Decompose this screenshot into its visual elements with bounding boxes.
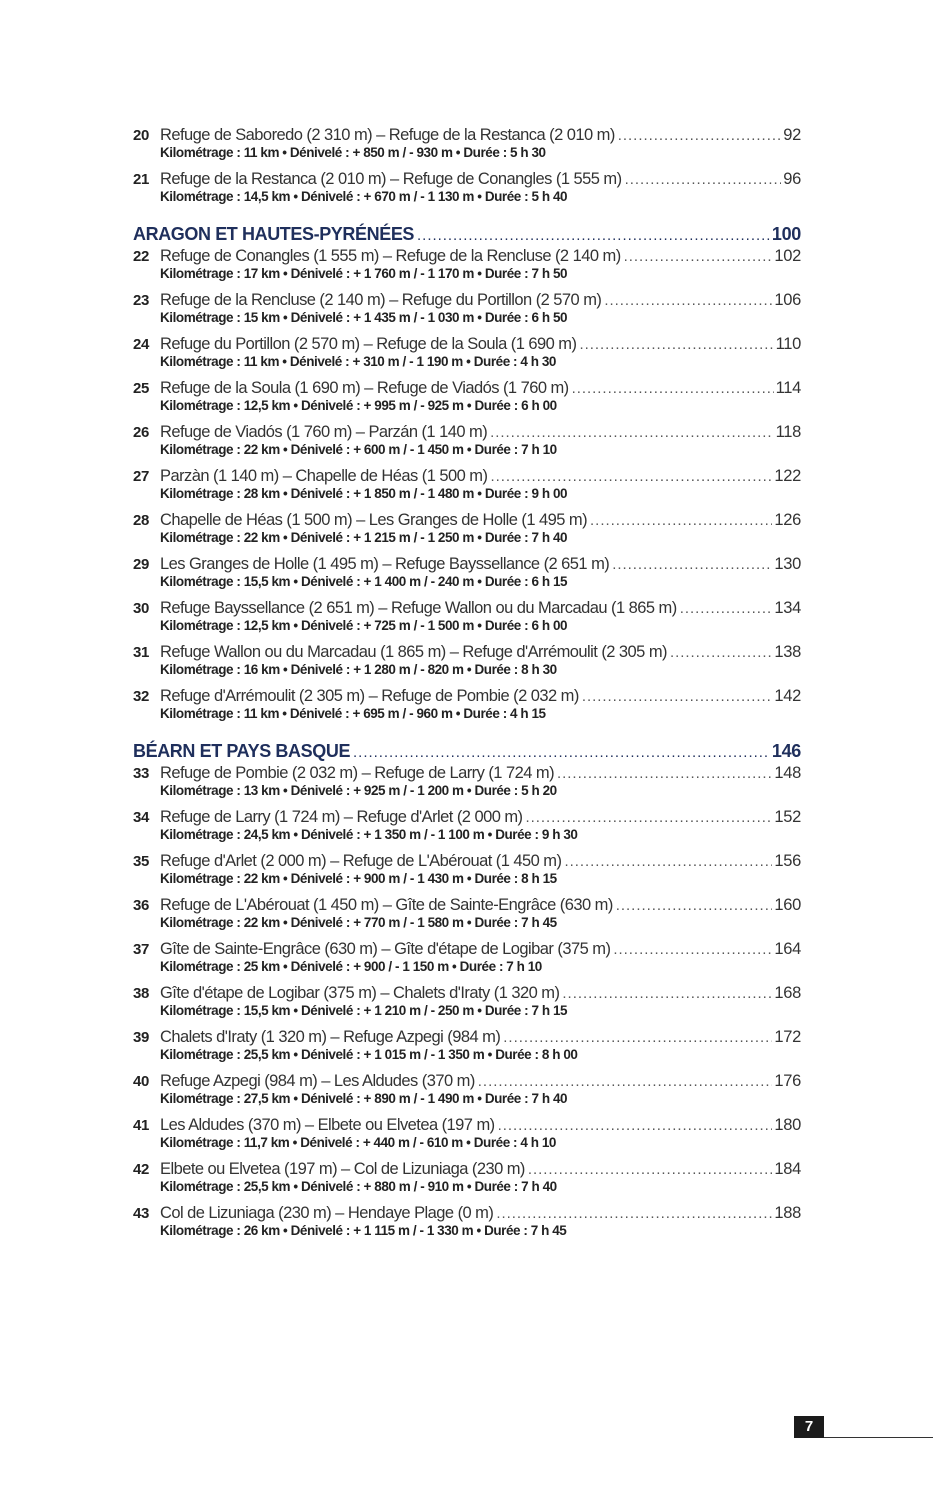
toc-entry-line [133, 1028, 801, 1047]
stage-number: 35 [133, 853, 150, 870]
toc-entry-line [133, 379, 801, 398]
stage-number: 38 [133, 985, 150, 1002]
section-page-number: 100 [771, 224, 801, 244]
stage-details: Kilométrage : 26 km • Dénivelé : + 1 115 m / - 1 330 m • Durée : 7 h 45 [160, 1223, 567, 1238]
stage-number: 24 [133, 336, 150, 353]
toc-group-top [133, 126, 801, 204]
stage-details: Kilométrage : 24,5 km • Dénivelé : + 1 350 m / - 1 100 m • Durée : 9 h 30 [160, 827, 578, 842]
stage-details: Kilométrage : 28 km • Dénivelé : + 1 850 m / - 1 480 m • Durée : 9 h 00 [160, 486, 568, 501]
stage-title: Refuge de Saboredo (2 310 m) – Refuge de la Restanca (2 010 m) [160, 126, 615, 144]
stage-number: 25 [133, 380, 150, 397]
toc-entry-line [133, 423, 801, 442]
stage-number: 33 [133, 765, 150, 782]
stage-title: Les Granges de Holle (1 495 m) – Refuge Bayssellance (2 651 m) [160, 555, 610, 573]
toc-entry[interactable] [133, 1028, 801, 1062]
stage-number: 29 [133, 556, 150, 573]
stage-number: 34 [133, 809, 150, 826]
stage-page-number: 188 [774, 1204, 801, 1222]
toc-entry-line [133, 1116, 801, 1135]
toc-entry-line [133, 247, 801, 266]
stage-title: Refuge de Conangles (1 555 m) – Refuge de la Rencluse (2 140 m) [160, 247, 621, 265]
leader-dots [490, 468, 772, 485]
stage-number: 36 [133, 897, 150, 914]
toc-entry-line [133, 687, 801, 706]
stage-page-number: 152 [774, 808, 801, 826]
stage-details: Kilométrage : 15,5 km • Dénivelé : + 1 400 m / - 240 m • Durée : 6 h 15 [160, 574, 568, 589]
stage-page-number: 148 [774, 764, 801, 782]
stage-details: Kilométrage : 16 km • Dénivelé : + 1 280 m / - 820 m • Durée : 8 h 30 [160, 662, 557, 677]
stage-page-number: 122 [774, 467, 801, 485]
toc-entry[interactable] [133, 940, 801, 974]
leader-dots [528, 1161, 772, 1178]
stage-details: Kilométrage : 11 km • Dénivelé : + 310 m / - 1 190 m • Durée : 4 h 30 [160, 354, 556, 369]
toc-entry-line [133, 764, 801, 783]
table-of-contents [133, 126, 801, 1238]
leader-dots [498, 1117, 773, 1134]
leader-dots [579, 336, 773, 353]
stage-number: 37 [133, 941, 150, 958]
stage-title: Refuge de la Soula (1 690 m) – Refuge de Viadós (1 760 m) [160, 379, 569, 397]
stage-page-number: 114 [775, 379, 801, 397]
stage-details: Kilométrage : 11 km • Dénivelé : + 695 m / - 960 m • Durée : 4 h 15 [160, 706, 546, 721]
stage-details: Kilométrage : 22 km • Dénivelé : + 600 m / - 1 450 m • Durée : 7 h 10 [160, 442, 557, 457]
stage-title: Refuge du Portillon (2 570 m) – Refuge de la Soula (1 690 m) [160, 335, 577, 353]
toc-entry-line [133, 511, 801, 530]
leader-dots [417, 227, 770, 244]
stage-number: 39 [133, 1029, 150, 1046]
toc-entry[interactable] [133, 1116, 801, 1150]
stage-details: Kilométrage : 11,7 km • Dénivelé : + 440 m / - 610 m • Durée : 4 h 10 [160, 1135, 556, 1150]
toc-entry[interactable] [133, 170, 801, 204]
stage-page-number: 126 [774, 511, 801, 529]
toc-entry-line [133, 852, 801, 871]
toc-entry-line [133, 599, 801, 618]
toc-entry[interactable] [133, 984, 801, 1018]
leader-dots [572, 380, 774, 397]
stage-title: Refuge de la Restanca (2 010 m) – Refuge de Conangles (1 555 m) [160, 170, 622, 188]
section-heading-aragon[interactable] [133, 224, 801, 245]
stage-page-number: 130 [774, 555, 801, 573]
stage-title: Parzàn (1 140 m) – Chapelle de Héas (1 500 m) [160, 467, 488, 485]
stage-number: 26 [133, 424, 150, 441]
stage-number: 20 [133, 127, 150, 144]
stage-details: Kilométrage : 11 km • Dénivelé : + 850 m / - 930 m • Durée : 5 h 30 [160, 145, 546, 160]
stage-page-number: 92 [783, 126, 801, 144]
toc-entry[interactable] [133, 1160, 801, 1194]
stage-number: 21 [133, 171, 150, 188]
toc-entry-line [133, 808, 801, 827]
toc-entry[interactable] [133, 852, 801, 886]
toc-entry-line [133, 291, 801, 310]
stage-page-number: 118 [775, 423, 801, 441]
toc-entry[interactable] [133, 467, 801, 501]
stage-details: Kilométrage : 14,5 km • Dénivelé : + 670 m / - 1 130 m • Durée : 5 h 40 [160, 189, 568, 204]
stage-details: Kilométrage : 17 km • Dénivelé : + 1 760 m / - 1 170 m • Durée : 7 h 50 [160, 266, 568, 281]
toc-entry-line [133, 126, 801, 145]
toc-entry[interactable] [133, 423, 801, 457]
toc-entry-line [133, 467, 801, 486]
stage-title: Refuge de L'Abérouat (1 450 m) – Gîte de Sainte-Engrâce (630 m) [160, 896, 613, 914]
stage-details: Kilométrage : 25 km • Dénivelé : + 900 / - 1 150 m • Durée : 7 h 10 [160, 959, 542, 974]
toc-entry-line [133, 643, 801, 662]
toc-entry-line [133, 335, 801, 354]
stage-page-number: 102 [774, 247, 801, 265]
stage-details: Kilométrage : 15,5 km • Dénivelé : + 1 210 m / - 250 m • Durée : 7 h 15 [160, 1003, 568, 1018]
stage-page-number: 106 [774, 291, 801, 309]
leader-dots [680, 600, 773, 617]
toc-entry-line [133, 1072, 801, 1091]
stage-details: Kilométrage : 12,5 km • Dénivelé : + 725 m / - 1 500 m • Durée : 6 h 00 [160, 618, 568, 633]
toc-entry[interactable] [133, 511, 801, 545]
leader-dots [490, 424, 773, 441]
toc-entry[interactable] [133, 896, 801, 930]
leader-dots [353, 744, 770, 761]
leader-dots [625, 171, 782, 188]
stage-title: Refuge de Pombie (2 032 m) – Refuge de Larry (1 724 m) [160, 764, 555, 782]
stage-title: Les Aldudes (370 m) – Elbete ou Elvetea (197 m) [160, 1116, 495, 1134]
stage-page-number: 138 [774, 643, 801, 661]
stage-page-number: 180 [774, 1116, 801, 1134]
toc-entry[interactable] [133, 291, 801, 325]
stage-page-number: 184 [774, 1160, 801, 1178]
stage-number: 30 [133, 600, 150, 617]
toc-entry[interactable] [133, 247, 801, 281]
toc-entry[interactable] [133, 808, 801, 842]
stage-page-number: 164 [774, 940, 801, 958]
section-heading-bearn[interactable] [133, 741, 801, 762]
leader-dots [590, 512, 772, 529]
leader-dots [478, 1073, 773, 1090]
stage-details: Kilométrage : 25,5 km • Dénivelé : + 880 m / - 910 m • Durée : 7 h 40 [160, 1179, 557, 1194]
footer-rule [824, 1437, 933, 1438]
toc-group-bearn [133, 764, 801, 1238]
toc-entry[interactable] [133, 379, 801, 413]
leader-dots [616, 897, 773, 914]
leader-dots [496, 1205, 772, 1222]
stage-page-number: 172 [774, 1028, 801, 1046]
stage-number: 32 [133, 688, 150, 705]
leader-dots [624, 248, 773, 265]
stage-number: 28 [133, 512, 150, 529]
page-number-folio: 7 [794, 1416, 824, 1438]
toc-entry-line [133, 940, 801, 959]
toc-group-aragon [133, 247, 801, 721]
leader-dots [604, 292, 772, 309]
toc-entry-line [133, 1204, 801, 1223]
stage-details: Kilométrage : 12,5 km • Dénivelé : + 995 m / - 925 m • Durée : 6 h 00 [160, 398, 557, 413]
stage-title: Refuge de Larry (1 724 m) – Refuge d'Arlet (2 000 m) [160, 808, 523, 826]
toc-entry[interactable] [133, 126, 801, 160]
toc-entry[interactable] [133, 1204, 801, 1238]
stage-page-number: 160 [774, 896, 801, 914]
toc-entry-line [133, 170, 801, 189]
toc-entry-line [133, 896, 801, 915]
stage-number: 31 [133, 644, 150, 661]
stage-title: Chalets d'Iraty (1 320 m) – Refuge Azpegi (984 m) [160, 1028, 501, 1046]
leader-dots [582, 688, 773, 705]
leader-dots [562, 985, 772, 1002]
leader-dots [503, 1029, 772, 1046]
toc-entry[interactable] [133, 599, 801, 633]
stage-title: Elbete ou Elvetea (197 m) – Col de Lizuniaga (230 m) [160, 1160, 525, 1178]
stage-number: 40 [133, 1073, 150, 1090]
stage-title: Chapelle de Héas (1 500 m) – Les Granges de Holle (1 495 m) [160, 511, 588, 529]
leader-dots [612, 556, 772, 573]
stage-title: Refuge de la Rencluse (2 140 m) – Refuge du Portillon (2 570 m) [160, 291, 602, 309]
stage-number: 23 [133, 292, 150, 309]
toc-entry[interactable] [133, 555, 801, 589]
stage-title: Refuge d'Arlet (2 000 m) – Refuge de L'Abérouat (1 450 m) [160, 852, 562, 870]
stage-title: Refuge Wallon ou du Marcadau (1 865 m) – Refuge d'Arrémoulit (2 305 m) [160, 643, 667, 661]
stage-details: Kilométrage : 13 km • Dénivelé : + 925 m / - 1 200 m • Durée : 5 h 20 [160, 783, 557, 798]
toc-entry[interactable] [133, 1072, 801, 1106]
leader-dots [618, 127, 781, 144]
stage-title: Col de Lizuniaga (230 m) – Hendaye Plage (0 m) [160, 1204, 494, 1222]
stage-title: Refuge d'Arrémoulit (2 305 m) – Refuge de Pombie (2 032 m) [160, 687, 579, 705]
toc-entry[interactable] [133, 335, 801, 369]
stage-number: 27 [133, 468, 150, 485]
leader-dots [526, 809, 773, 826]
stage-page-number: 156 [774, 852, 801, 870]
section-title: ARAGON ET HAUTES-PYRÉNÉES [133, 224, 415, 244]
toc-entry[interactable] [133, 643, 801, 677]
toc-entry[interactable] [133, 764, 801, 798]
stage-page-number: 96 [783, 170, 801, 188]
stage-title: Refuge Azpegi (984 m) – Les Aldudes (370 m) [160, 1072, 475, 1090]
leader-dots [564, 853, 772, 870]
stage-page-number: 134 [774, 599, 801, 617]
stage-title: Refuge de Viadós (1 760 m) – Parzán (1 140 m) [160, 423, 488, 441]
stage-page-number: 110 [775, 335, 801, 353]
stage-details: Kilométrage : 22 km • Dénivelé : + 1 215 m / - 1 250 m • Durée : 7 h 40 [160, 530, 568, 545]
toc-entry-line [133, 984, 801, 1003]
section-title: BÉARN ET PAYS BASQUE [133, 741, 351, 761]
stage-page-number: 176 [774, 1072, 801, 1090]
stage-details: Kilométrage : 22 km • Dénivelé : + 900 m / - 1 430 m • Durée : 8 h 15 [160, 871, 557, 886]
stage-number: 42 [133, 1161, 150, 1178]
stage-number: 43 [133, 1205, 150, 1222]
stage-number: 41 [133, 1117, 150, 1134]
toc-entry-line [133, 1160, 801, 1179]
stage-title: Gîte d'étape de Logibar (375 m) – Chalets d'Iraty (1 320 m) [160, 984, 560, 1002]
stage-details: Kilométrage : 27,5 km • Dénivelé : + 890 m / - 1 490 m • Durée : 7 h 40 [160, 1091, 568, 1106]
leader-dots [613, 941, 772, 958]
stage-details: Kilométrage : 22 km • Dénivelé : + 770 m / - 1 580 m • Durée : 7 h 45 [160, 915, 557, 930]
stage-page-number: 142 [774, 687, 801, 705]
stage-details: Kilométrage : 15 km • Dénivelé : + 1 435 m / - 1 030 m • Durée : 6 h 50 [160, 310, 568, 325]
stage-details: Kilométrage : 25,5 km • Dénivelé : + 1 015 m / - 1 350 m • Durée : 8 h 00 [160, 1047, 578, 1062]
stage-number: 22 [133, 248, 150, 265]
stage-title: Gîte de Sainte-Engrâce (630 m) – Gîte d'étape de Logibar (375 m) [160, 940, 611, 958]
section-page-number: 146 [771, 741, 801, 761]
stage-page-number: 168 [774, 984, 801, 1002]
toc-entry-line [133, 555, 801, 574]
leader-dots [670, 644, 772, 661]
stage-title: Refuge Bayssellance (2 651 m) – Refuge Wallon ou du Marcadau (1 865 m) [160, 599, 677, 617]
toc-entry[interactable] [133, 687, 801, 721]
leader-dots [557, 765, 772, 782]
